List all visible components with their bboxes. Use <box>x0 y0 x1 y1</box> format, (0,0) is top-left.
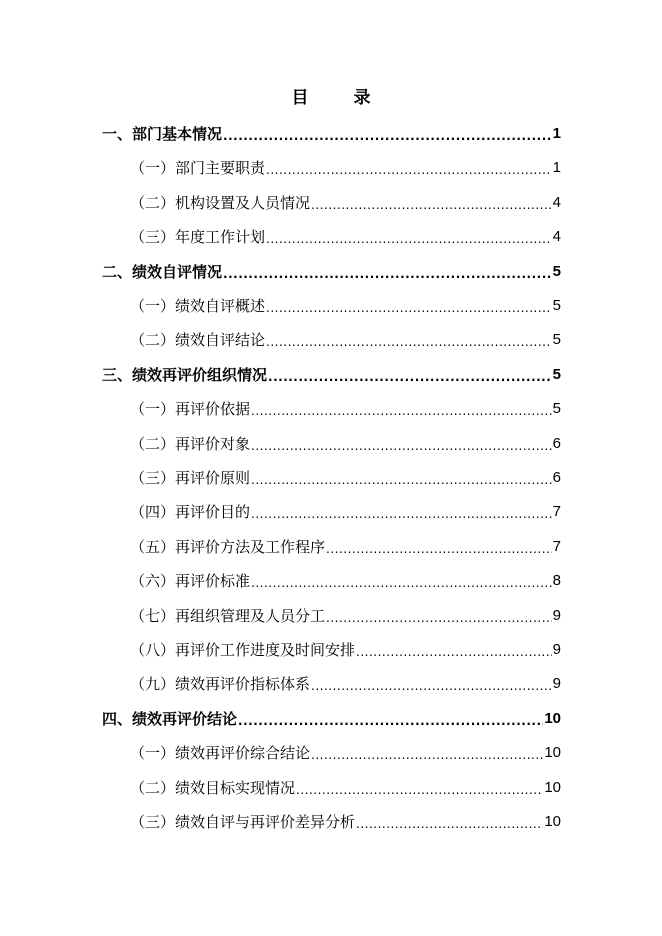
toc-dot-leader <box>311 674 552 694</box>
toc-dot-leader <box>223 262 552 282</box>
toc-title: 目 录 <box>291 88 385 108</box>
toc-dot-leader <box>326 606 552 626</box>
toc-entry-label: （二）绩效自评结论 <box>130 331 266 350</box>
toc-dot-leader <box>266 158 552 178</box>
toc-entry-label: （五）再评价方法及工作程序 <box>130 537 326 556</box>
toc-subsection-entry[interactable] <box>130 189 561 213</box>
toc-page-number: 1 <box>552 159 561 177</box>
toc-entry-label: （一）绩效自评概述 <box>130 297 266 315</box>
toc-entry-label: （一）再评价依据 <box>130 400 251 419</box>
toc-subsection-entry[interactable] <box>130 292 561 316</box>
toc-subsection-entry[interactable] <box>130 326 561 350</box>
toc-subsection-entry[interactable] <box>130 636 561 660</box>
toc-page-number: 5 <box>552 400 561 418</box>
toc-subsection-entry[interactable] <box>130 533 561 557</box>
toc-dot-leader <box>268 365 552 385</box>
toc-page-number: 4 <box>552 228 561 246</box>
toc-dot-leader <box>266 296 552 316</box>
toc-page-number: 10 <box>544 744 561 762</box>
toc-page-number: 9 <box>552 606 561 624</box>
toc-page-number: 7 <box>552 503 561 521</box>
toc-subsection-entry[interactable] <box>130 154 561 178</box>
toc-section-entry[interactable] <box>102 705 561 729</box>
toc-entry-label: （一）部门主要职责 <box>130 159 266 178</box>
toc-dot-leader <box>251 399 552 419</box>
toc-page-number: 4 <box>552 193 561 211</box>
toc-dot-leader <box>266 330 552 350</box>
toc-subsection-entry[interactable] <box>130 223 561 247</box>
toc-dot-leader <box>296 778 543 798</box>
toc-page-number: 5 <box>552 365 561 383</box>
toc-subsection-entry[interactable] <box>130 430 561 454</box>
toc-page-number: 1 <box>552 125 561 142</box>
toc-section-entry[interactable] <box>102 361 561 385</box>
toc-entry-label: （四）再评价目的 <box>130 503 251 522</box>
toc-page-number: 10 <box>544 813 561 830</box>
toc-dot-leader <box>251 468 552 488</box>
toc-page-number: 5 <box>552 297 561 314</box>
toc-dot-leader <box>266 227 552 247</box>
toc-entry-label: 一、部门基本情况 <box>102 125 223 143</box>
toc-subsection-entry[interactable] <box>130 602 561 626</box>
toc-subsection-entry[interactable] <box>130 567 561 591</box>
toc-page-number: 10 <box>544 709 561 727</box>
toc-page-number: 7 <box>552 537 561 555</box>
toc-page-number: 9 <box>552 675 561 693</box>
toc-dot-leader <box>311 743 543 763</box>
toc-page-number: 5 <box>552 262 561 280</box>
toc-subsection-entry[interactable] <box>130 774 561 798</box>
toc-subsection-entry[interactable] <box>130 670 561 694</box>
toc-page-number: 10 <box>544 778 561 796</box>
toc-entry-label: （九）绩效再评价指标体系 <box>130 675 311 694</box>
toc-entry-label: （七）再组织管理及人员分工 <box>130 606 326 625</box>
toc-entry-label: （二）机构设置及人员情况 <box>130 193 311 212</box>
toc-dot-leader <box>326 537 552 557</box>
toc-entry-label: （三）再评价原则 <box>130 469 251 487</box>
toc-dot-leader <box>251 434 552 454</box>
toc-subsection-entry[interactable] <box>130 808 561 832</box>
toc-section-entry[interactable] <box>102 258 561 282</box>
toc-subsection-entry[interactable] <box>130 739 561 763</box>
toc-dot-leader <box>311 193 552 213</box>
toc-entry-label: 四、绩效再评价结论 <box>102 709 238 728</box>
toc-page-number: 5 <box>552 331 561 349</box>
toc-page-number: 9 <box>552 641 561 658</box>
toc-dot-leader <box>238 709 543 729</box>
toc-dot-leader <box>251 571 552 591</box>
toc-dot-leader <box>223 124 552 144</box>
toc-page-number: 6 <box>552 469 561 486</box>
toc-entry-label: （二）绩效目标实现情况 <box>130 778 296 797</box>
toc-entry-label: （三）年度工作计划 <box>130 228 266 247</box>
toc-entry-label: （六）再评价标准 <box>130 572 251 591</box>
toc-entry-label: （二）再评价对象 <box>130 434 251 453</box>
toc-entry-label: （八）再评价工作进度及时间安排 <box>130 641 356 659</box>
toc-subsection-entry[interactable] <box>130 498 561 522</box>
toc-page-number: 6 <box>552 434 561 452</box>
toc-entry-label: （一）绩效再评价综合结论 <box>130 744 311 763</box>
toc-dot-leader <box>251 502 552 522</box>
toc-page-number: 8 <box>552 572 561 590</box>
toc-entry-label: 三、绩效再评价组织情况 <box>102 365 268 384</box>
toc-subsection-entry[interactable] <box>130 395 561 419</box>
toc-dot-leader <box>356 812 543 832</box>
toc-section-entry[interactable] <box>102 120 561 144</box>
toc-entry-label: （三）绩效自评与再评价差异分析 <box>130 813 356 831</box>
toc-dot-leader <box>356 640 552 660</box>
toc-entry-label: 二、绩效自评情况 <box>102 262 223 281</box>
toc-subsection-entry[interactable] <box>130 464 561 488</box>
